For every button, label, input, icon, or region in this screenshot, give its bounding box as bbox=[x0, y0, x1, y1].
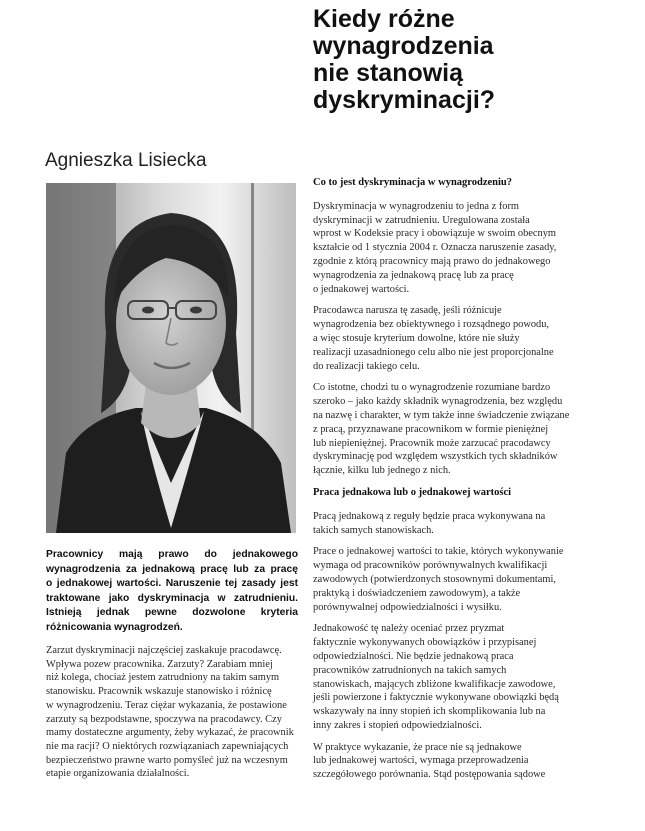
paragraph bbox=[313, 545, 571, 614]
body-line: Pracą jednakową z reguły będzie praca wykonywana na bbox=[313, 510, 546, 522]
article-title bbox=[313, 6, 633, 114]
body-line: wynagrodzenia za jednakową pracę lub za pracę bbox=[313, 269, 514, 281]
body-line: porównywalnej odpowiedzialności i wysiłku. bbox=[313, 601, 502, 613]
body-line: a więc stosuje kryterium dowolne, które nie służy bbox=[313, 332, 520, 344]
paragraph bbox=[313, 304, 571, 373]
section-heading: Co to jest dyskryminacja w wynagrodzeniu? bbox=[313, 177, 513, 188]
body-line: zgodnie z którą pracownicy mają prawo do jednakowego bbox=[313, 255, 551, 267]
author-name: Agnieszka Lisiecka bbox=[45, 150, 207, 171]
paragraph bbox=[313, 381, 571, 478]
paragraph bbox=[313, 200, 571, 297]
right-column bbox=[313, 176, 571, 782]
body-line: o jednakowej wartości. bbox=[313, 283, 410, 295]
body-line: takich samych stanowiskach. bbox=[313, 524, 434, 536]
body-line: wskazywały na inny stopień ich skomplikowania lub na bbox=[313, 706, 546, 718]
body-line: mamy dostateczne argumenty, żeby wykazać, że pracownik bbox=[46, 727, 294, 739]
body-line: odpowiedzialności. Nie będzie jednakową praca bbox=[313, 650, 514, 662]
body-line: lub niepieniężnej. Pracownik może zarzucać pracodawcy bbox=[313, 437, 551, 449]
body-line: praktyką i doświadczeniem zawodowym), a także bbox=[313, 587, 521, 599]
paragraph bbox=[313, 510, 571, 538]
body-line: wymaga od pracowników porównywalnych kwalifikacji bbox=[313, 560, 548, 572]
body-line: do realizacji takiego celu. bbox=[313, 360, 420, 372]
body-line: niż kolega, chociaż jestem zatrudniony na takim samym bbox=[46, 672, 280, 684]
body-line: etapie organizowania działalności. bbox=[46, 768, 190, 780]
lead-line: różnicowania wynagrodzeń. bbox=[46, 621, 183, 633]
title-line: nie stanowią bbox=[313, 59, 464, 87]
intro-body bbox=[46, 644, 298, 781]
body-line: kształcie od 1 stycznia 2004 r. Oznacza naruszenie zasady, bbox=[313, 242, 557, 254]
body-line: Prace o jednakowej wartości to takie, których wykonywanie bbox=[313, 546, 564, 558]
body-line: z pracą, przyznawane pracownikom w formie pieniężnej bbox=[313, 423, 549, 435]
paragraph bbox=[313, 622, 571, 732]
body-line: Pracodawca narusza tę zasadę, jeśli różnicuje bbox=[313, 305, 502, 317]
body-line: w wynagrodzeniu. Teraz ciężar wykazania, że postawione bbox=[46, 699, 287, 711]
body-line: jeśli powierzone i faktycznie wykonywane obowiązki będą bbox=[313, 692, 559, 704]
body-line: Dyskryminacja w wynagrodzeniu to jedna z form bbox=[313, 200, 520, 212]
body-line: bezpieczeństwo prawne warto pomyśleć już na wczesnym bbox=[46, 754, 288, 766]
portrait-image bbox=[46, 183, 296, 533]
body-line: na nazwę i charakter, w tym także inne świadczenie związane bbox=[313, 409, 570, 421]
body-line: lub jednakowej wartości, wymaga przeprowadzenia bbox=[313, 755, 529, 767]
body-line: pracowników zatrudnionych na takich samych bbox=[313, 664, 507, 676]
section-heading: Praca jednakowa lub o jednakowej wartości bbox=[313, 486, 512, 498]
body-line: dyskryminacji w zatrudnieniu. Uregulowana została bbox=[313, 214, 530, 226]
body-line: Jednakowość tę należy oceniać przez pryzmat bbox=[313, 623, 505, 635]
lead-line: o jednakowej wartości. Naruszenie tej zasady jest bbox=[46, 578, 298, 589]
body-line: wynagrodzenia bez obiektywnego i rozsądnego powodu, bbox=[313, 319, 550, 331]
body-line: zarzuty są bezpodstawne, spoczywa na pracodawcy. Czy bbox=[46, 713, 282, 725]
body-line: Zarzut dyskryminacji najczęściej zaskakuje pracodawcę. bbox=[46, 645, 282, 656]
paragraph bbox=[313, 741, 571, 782]
body-line: łącznie, kilku lub jednego z nich. bbox=[313, 465, 451, 477]
body-line: W praktyce wykazanie, że prace nie są jednakowe bbox=[313, 741, 522, 753]
lead-paragraph bbox=[46, 548, 298, 635]
lead-line: traktowane jako dyskryminacja w zatrudnieniu. bbox=[46, 592, 298, 604]
body-line: Wpływa pozew pracownika. Zarzuty? Zarabiam mniej bbox=[46, 658, 273, 670]
body-line: stanowisku. Pracownik wskazuje stanowisko i różnicę bbox=[46, 686, 272, 698]
body-line: realizacji uzasadnionego celu albo nie jest proporcjonalne bbox=[313, 346, 554, 358]
title-line: Kiedy różne bbox=[313, 5, 455, 33]
title-line: dyskryminacji? bbox=[313, 86, 496, 114]
body-line: szczegółowego porównania. Stąd postępowania sądowe bbox=[313, 769, 546, 781]
body-line: zawodowych (potwierdzonych stosownymi dokumentami, bbox=[313, 573, 556, 585]
author-photo bbox=[46, 183, 296, 533]
body-line: inny zakres i stopień odpowiedzialności. bbox=[313, 719, 482, 731]
lead-line: Pracownicy mają prawo do jednakowego bbox=[46, 549, 298, 560]
body-line: dyskryminację pod względem wszystkich tych składników bbox=[313, 451, 558, 463]
lead-line: wynagrodzenia za jednakową pracę lub za pracę bbox=[46, 563, 298, 575]
lead-line: Istnieją jednak pewne dozwolone kryteria bbox=[46, 607, 298, 618]
body-line: Co istotne, chodzi tu o wynagrodzenie rozumiane bardzo bbox=[313, 382, 551, 394]
body-line: faktycznie wykonywanych obowiązków i przypisanej bbox=[313, 637, 537, 649]
title-line: wynagrodzenia bbox=[313, 32, 494, 60]
body-line: stanowiskach, mających zbliżone kwalifikacje zawodowe, bbox=[313, 678, 556, 690]
body-line: wprost w Kodeksie pracy i obowiązuje w swoim obecnym bbox=[313, 228, 556, 240]
body-line: nie ma racji? O niektórych rozwiązaniach zapewniających bbox=[46, 740, 289, 752]
body-line: szeroko – jako każdy składnik wynagrodzenia, bez względu bbox=[313, 396, 563, 408]
